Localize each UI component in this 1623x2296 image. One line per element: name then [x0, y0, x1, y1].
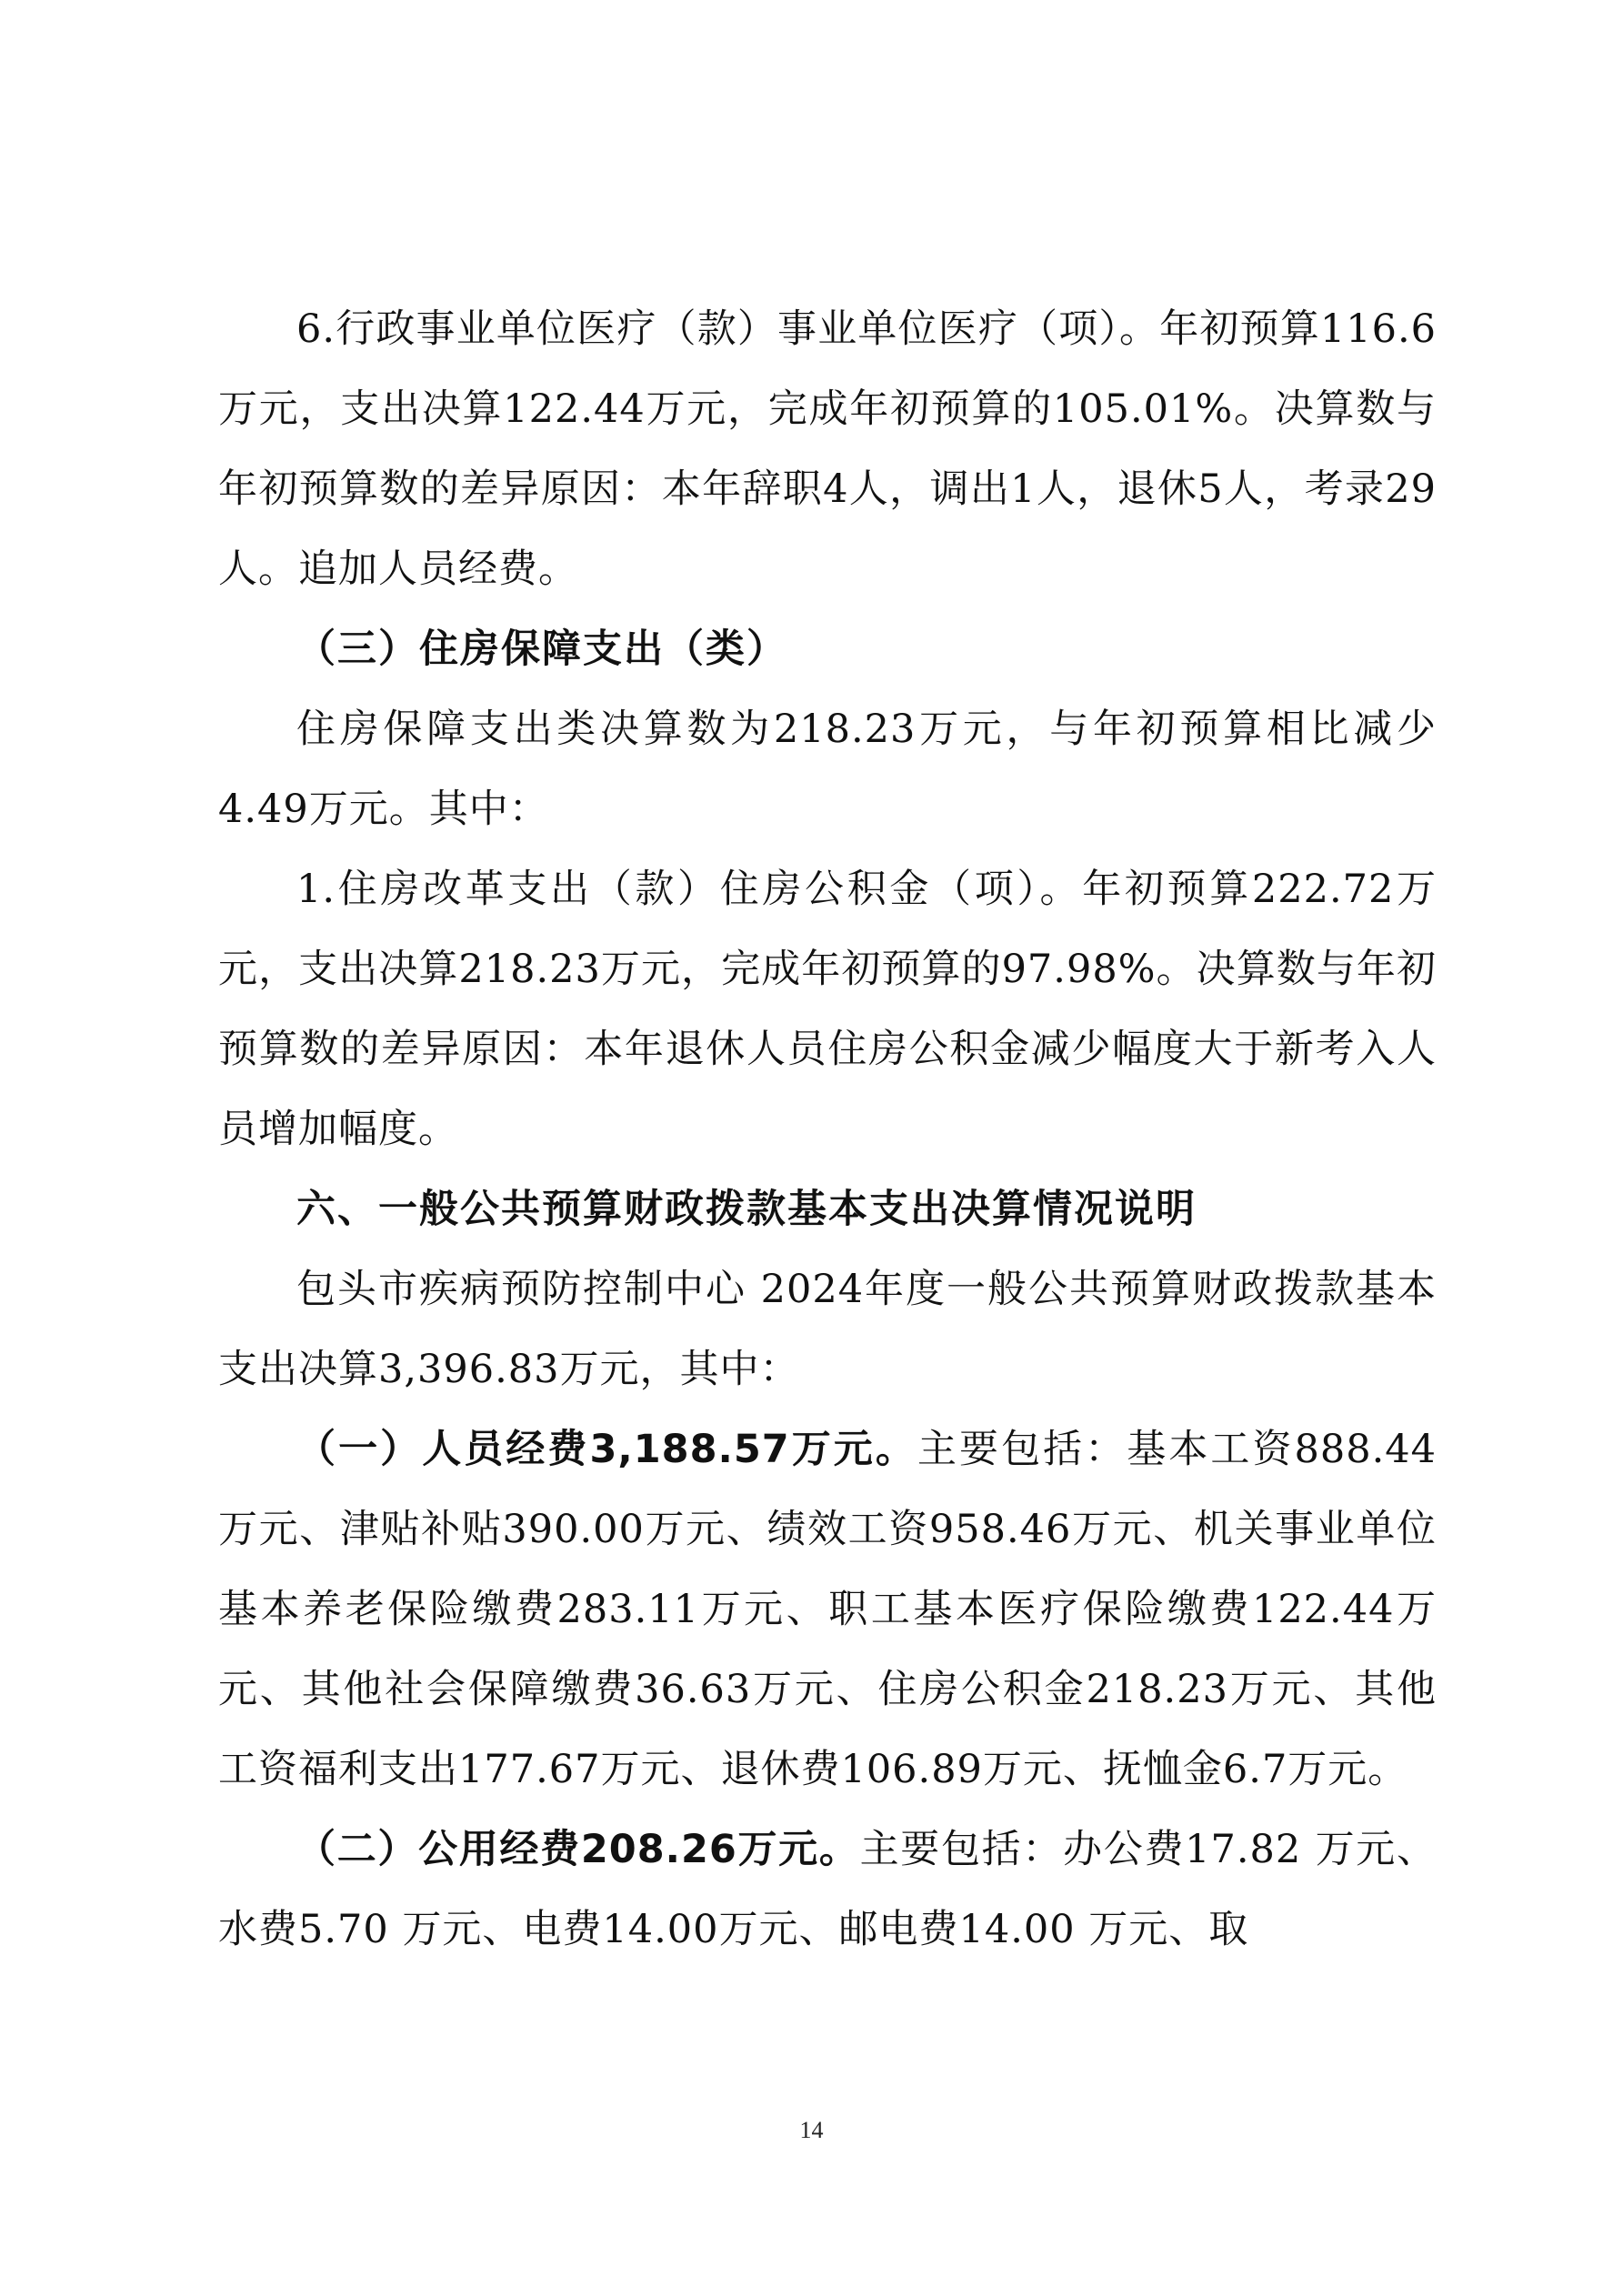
page-number: 14 — [799, 2117, 824, 2143]
paragraph-housing-fund: 1.住房改革支出（款）住房公积金（项）。年初预算222.72万元，支出决算218.23万元，完成年初预算的97.98%。决算数与年初预算数的差异原因：本年退休人员住房公积金减少幅度大于新考入人员增加幅度。 — [218, 867, 1437, 1152]
heading-housing-security: （三）住房保障支出（类） — [296, 627, 787, 672]
public-expense-lead: （二）公用经费208.26万元。 — [296, 1827, 860, 1872]
document-body — [218, 289, 1437, 1970]
paragraph-basic-expense-summary: 包头市疾病预防控制中心 2024年度一般公共预算财政拨款基本支出决算3,396.83万元，其中： — [218, 1267, 1437, 1392]
paragraph-medical-expense: 6.行政事业单位医疗（款）事业单位医疗（项）。年初预算116.6万元，支出决算122.44万元，完成年初预算的105.01%。决算数与年初预算数的差异原因：本年辞职4人，调出1人，退休5人，考录29人。追加人员经费。 — [218, 306, 1437, 592]
personnel-expense-lead: （一）人员经费3,188.57万元。 — [296, 1427, 917, 1472]
paragraph-housing-summary: 住房保障支出类决算数为218.23万元，与年初预算相比减少4.49万元。其中： — [218, 707, 1437, 832]
paragraph-personnel-expense — [218, 1409, 1437, 1810]
heading-section-six: 六、一般公共预算财政拨款基本支出决算情况说明 — [296, 1187, 1197, 1232]
paragraph-public-expense — [218, 1810, 1437, 1970]
personnel-expense-body: 主要包括：基本工资888.44万元、津贴补贴390.00万元、绩效工资958.46万元、机关事业单位基本养老保险缴费283.11万元、职工基本医疗保险缴费122.44万元、其他社会保障缴费36.63万元、住房公积金218.23万元、其他工资福利支出177.67万元、退休费106.89万元、抚恤金6.7万元。 — [218, 1427, 1438, 1792]
public-expense-body: 主要包括：办公费17.82 万元、水费5.70 万元、电费14.00万元、邮电费14.00 万元、取 — [218, 1827, 1437, 1952]
